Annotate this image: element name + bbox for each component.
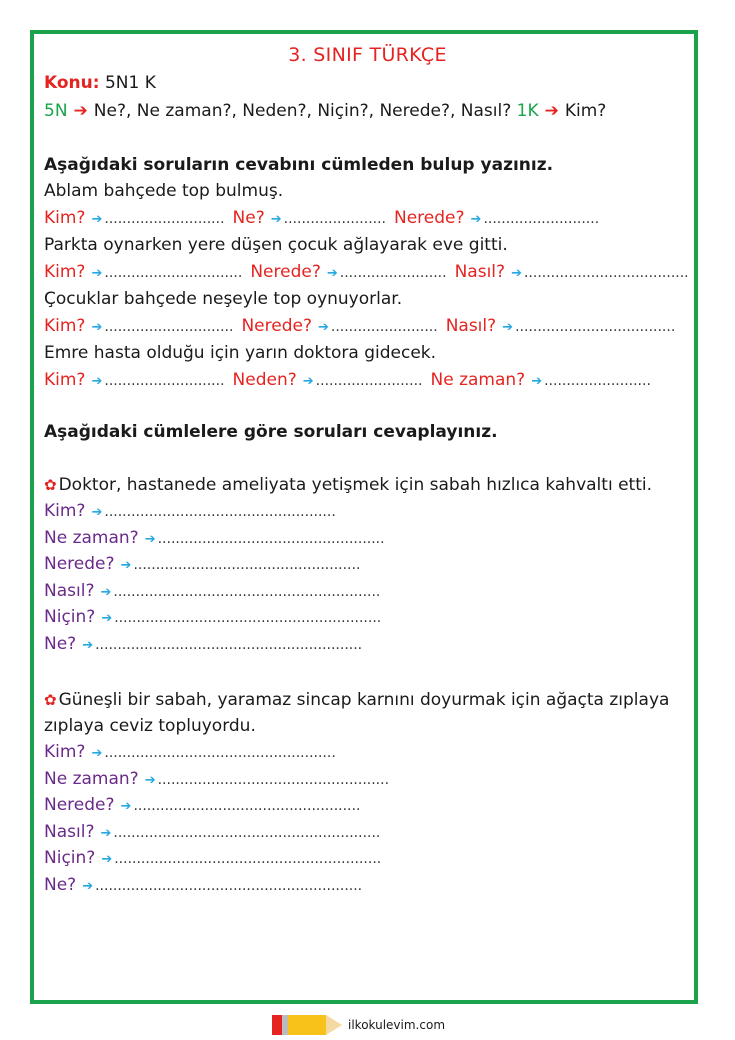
answer-blank: ........................ [339, 265, 447, 281]
site-logo [272, 1012, 445, 1038]
answer-blank: .......................... [483, 211, 600, 227]
konu-line [44, 70, 156, 96]
section1-instruction: Aşağıdaki soruların cevabını cümleden bulup yazınız. [44, 155, 554, 175]
arrow-right-icon: ➔ [144, 531, 156, 547]
arrow-right-icon: ➔ [91, 320, 103, 335]
answer-blank: ........................ [315, 373, 423, 389]
answer-blank: .................................... [515, 319, 676, 335]
question-label: Nasıl? [44, 580, 95, 601]
answer-blank: .................................................... [157, 771, 390, 788]
question-row [44, 525, 385, 551]
question-label: Ne? [44, 874, 77, 895]
flower-icon: ✿ [44, 691, 57, 709]
question-label: Ne zaman? [44, 527, 139, 548]
arrow-right-icon: ➔ [82, 637, 94, 653]
answer-blank: .................................................... [104, 504, 336, 520]
arrow-right-icon: ➔ [270, 212, 282, 227]
question-label: Nerede? [241, 316, 312, 336]
question-label: Nasıl? [445, 316, 497, 336]
question-label: Ne? [44, 633, 77, 654]
arrow-right-icon: ➔ [91, 505, 103, 520]
arrow-right-icon: ➔ [91, 746, 103, 761]
arrow-right-icon: ➔ [100, 584, 112, 600]
answer-blank: ..................................... [523, 265, 689, 281]
exercise-sentence: Parkta oynarken yere düşen çocuk ağlayarak eve gitti. [44, 235, 508, 255]
arrow-right-icon: ➔ [317, 320, 329, 335]
question-row [44, 739, 336, 765]
story-sentence [44, 687, 669, 713]
exercise-sentence: Emre hasta olduğu için yarın doktora gidecek. [44, 343, 437, 363]
answer-blank: ............................................................ [113, 583, 381, 600]
arrow-right-icon: ➔ [100, 825, 112, 841]
arrow-right-icon: ➔ [82, 878, 94, 894]
question-label: Niçin? [44, 848, 96, 868]
question-label: Kim? [44, 208, 86, 228]
question-label: Nerede? [394, 208, 465, 228]
arrow-right-icon: ➔ [302, 374, 314, 389]
question-label: Ne zaman? [430, 370, 526, 390]
arrow-right-icon: ➔ [101, 852, 113, 867]
answer-row [44, 313, 675, 339]
question-row [44, 604, 381, 630]
question-label: Neden? [232, 370, 297, 390]
question-label: Nasıl? [454, 262, 506, 282]
answer-blank: ........................ [330, 319, 438, 335]
answer-row [44, 367, 651, 393]
question-label: Nerede? [44, 795, 115, 815]
question-row [44, 872, 362, 898]
answer-blank: ........................ [544, 373, 651, 389]
question-label: Niçin? [44, 607, 96, 627]
answer-blank: ............................................................ [95, 877, 363, 894]
question-label: Nerede? [250, 262, 321, 282]
answer-row [44, 205, 599, 231]
story-sentence-text: Doktor, hastanede ameliyata yetişmek için sabah hızlıca kahvaltı etti. [58, 475, 652, 495]
answer-blank: .................................................... [104, 745, 336, 761]
legend-line [44, 98, 606, 124]
question-label: Kim? [44, 501, 86, 521]
page-title: 3. SINIF TÜRKÇE [288, 44, 447, 66]
answer-blank: ................................................... [133, 557, 361, 573]
exercise-sentence: Ablam bahçede top bulmuş. [44, 181, 284, 201]
story-sentence [44, 713, 256, 739]
question-row [44, 792, 360, 818]
konu-value: 5N1 K [104, 73, 156, 93]
arrow-right-icon: ➔ [531, 374, 543, 389]
konu-label: Konu: [44, 73, 100, 93]
answer-blank: ............................................................ [114, 610, 382, 626]
question-label: Kim? [44, 316, 86, 336]
question-label: Kim? [44, 262, 86, 282]
legend-n-label: 5N [44, 101, 68, 121]
right-arrow-icon: ➔ [544, 101, 559, 121]
answer-blank: ................................................... [133, 798, 361, 814]
answer-blank: ............................................................ [113, 824, 381, 841]
question-row [44, 551, 360, 577]
question-label: Ne zaman? [44, 768, 139, 789]
arrow-right-icon: ➔ [326, 266, 338, 281]
question-row [44, 819, 380, 845]
question-label: Ne? [232, 208, 265, 228]
arrow-right-icon: ➔ [91, 212, 103, 227]
pencil-icon [272, 1015, 342, 1035]
story-sentence [44, 472, 652, 498]
arrow-right-icon: ➔ [101, 611, 113, 626]
legend-k-text: Kim? [564, 101, 607, 121]
answer-blank: ........................... [104, 211, 225, 227]
story-sentence-text: zıplaya ceviz topluyordu. [44, 716, 256, 736]
arrow-right-icon: ➔ [120, 558, 132, 573]
answer-blank: ............................. [104, 319, 234, 335]
arrow-right-icon: ➔ [470, 212, 482, 227]
question-row [44, 578, 380, 604]
question-row [44, 631, 362, 657]
arrow-right-icon: ➔ [120, 799, 132, 814]
flower-icon: ✿ [44, 476, 57, 494]
answer-blank: ....................... [283, 211, 386, 227]
right-arrow-icon: ➔ [73, 101, 88, 121]
question-label: Nerede? [44, 554, 115, 574]
logo-text: ilkokulevim.com [348, 1018, 446, 1032]
question-row [44, 845, 381, 871]
answer-blank: ............................... [104, 265, 243, 281]
answer-blank: ............................................................ [114, 851, 382, 867]
section2-instruction: Aşağıdaki cümlelere göre soruları cevaplayınız. [44, 422, 498, 442]
question-label: Nasıl? [44, 821, 95, 842]
question-row [44, 766, 389, 792]
question-row [44, 498, 336, 524]
question-label: Kim? [44, 370, 86, 390]
arrow-right-icon: ➔ [144, 772, 156, 788]
exercise-sentence: Çocuklar bahçede neşeyle top oynuyorlar. [44, 289, 403, 309]
answer-row [44, 259, 689, 285]
answer-blank: ................................................... [157, 530, 385, 547]
legend-k-label: 1K [516, 101, 539, 121]
question-label: Kim? [44, 742, 86, 762]
answer-blank: ........................... [104, 373, 225, 389]
story-sentence-text: Güneşli bir sabah, yaramaz sincap karnını doyurmak için ağaçta zıplaya [58, 690, 670, 710]
arrow-right-icon: ➔ [511, 266, 522, 281]
arrow-right-icon: ➔ [91, 266, 103, 281]
legend-n-text: Ne?, Ne zaman?, Neden?, Niçin?, Nerede?, Nasıl? [93, 101, 512, 121]
arrow-right-icon: ➔ [502, 320, 514, 335]
arrow-right-icon: ➔ [91, 374, 103, 389]
answer-blank: ............................................................ [95, 636, 363, 653]
